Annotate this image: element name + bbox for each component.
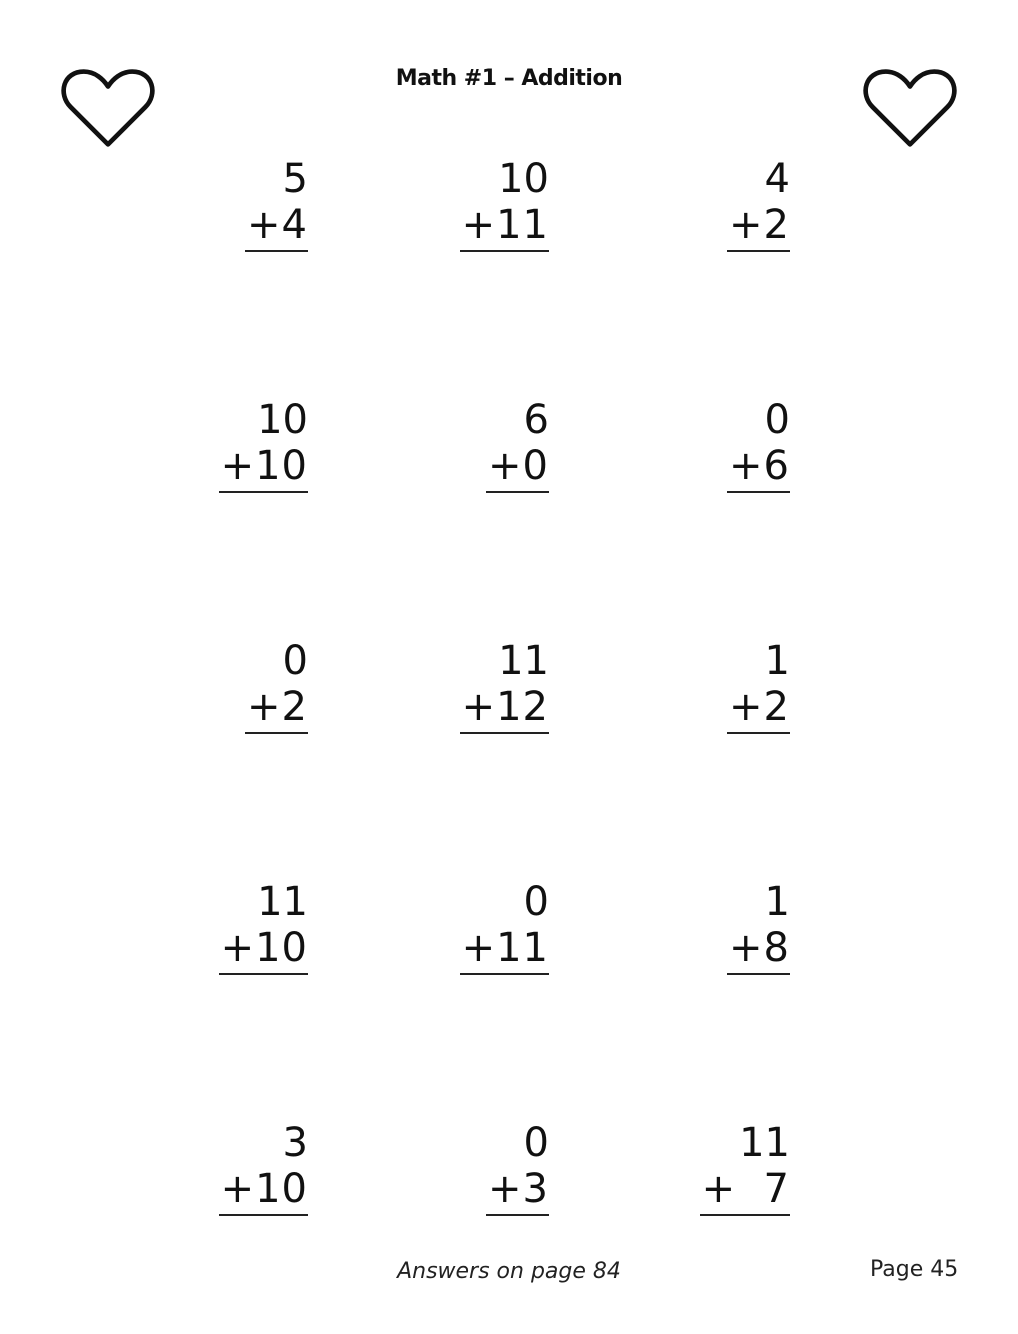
top-number: 11 [257, 879, 308, 925]
addend-line: +10 [219, 443, 308, 493]
top-number: 4 [764, 156, 790, 202]
top-number: 5 [282, 156, 308, 202]
addend-line: +11 [460, 925, 549, 975]
addend-line: + 7 [700, 1166, 790, 1216]
addition-problem [188, 879, 308, 975]
page-number: Page 45 [870, 1257, 959, 1282]
top-number: 6 [523, 397, 549, 443]
addition-problem [429, 156, 549, 252]
addend-line: +0 [486, 443, 549, 493]
addend-line: +12 [460, 684, 549, 734]
top-number: 10 [257, 397, 308, 443]
heart-outline-icon [863, 66, 957, 150]
addition-problem [429, 638, 549, 734]
top-number: 11 [498, 638, 549, 684]
addend-line: +10 [219, 925, 308, 975]
addition-problem [670, 638, 790, 734]
addend-line: +2 [727, 684, 790, 734]
addition-problem [670, 1120, 790, 1216]
top-number: 0 [523, 1120, 549, 1166]
top-number: 3 [282, 1120, 308, 1166]
addend-line: +10 [219, 1166, 308, 1216]
addition-problem [188, 397, 308, 493]
addition-problem [429, 397, 549, 493]
top-number: 0 [523, 879, 549, 925]
addend-line: +6 [727, 443, 790, 493]
addend-line: +2 [727, 202, 790, 252]
top-number: 11 [739, 1120, 790, 1166]
addition-problem [429, 879, 549, 975]
addend-line: +11 [460, 202, 549, 252]
addition-problem [670, 156, 790, 252]
addition-problem [188, 638, 308, 734]
top-number: 0 [764, 397, 790, 443]
top-number: 0 [282, 638, 308, 684]
addition-problem [429, 1120, 549, 1216]
top-number: 1 [764, 638, 790, 684]
page-title: Math #1 – Addition [395, 66, 623, 91]
top-number: 10 [498, 156, 549, 202]
addend-line: +3 [486, 1166, 549, 1216]
addend-line: +2 [245, 684, 308, 734]
top-number: 1 [764, 879, 790, 925]
addition-problem [670, 879, 790, 975]
addend-line: +4 [245, 202, 308, 252]
addition-problem [670, 397, 790, 493]
answers-note: Answers on page 84 [397, 1259, 621, 1284]
addition-problem [188, 1120, 308, 1216]
addition-problem [188, 156, 308, 252]
addend-line: +8 [727, 925, 790, 975]
